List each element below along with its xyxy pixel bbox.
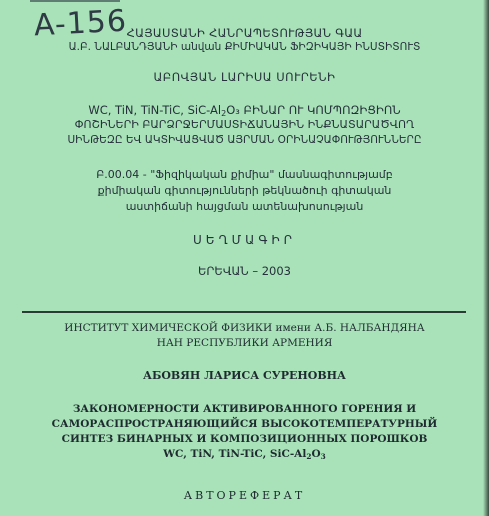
ru-title-line-3: СИНТЕЗ БИНАРНЫХ И КОМПОЗИЦИОННЫХ ПОРОШКОВ bbox=[61, 433, 428, 445]
ru-title-line-1: ЗАКОНОМЕРНОСТИ АКТИВИРОВАННОГО ГОРЕНИЯ И bbox=[72, 403, 417, 415]
arm-author-name: ԱԲՈՎՅԱՆ ԼԱՐԻՍԱ ՍՈՒՐԵՆԻ bbox=[153, 70, 336, 84]
ru-title-line-2: САМОРАСПРОСТРАНЯЮЩИЙСЯ ВЫСОКОТЕМПЕРАТУРНЫЙ bbox=[51, 418, 438, 430]
ru-title-line-4: WC, TiN, TiN-TiC, SiC-$Al_2O_3$ bbox=[163, 448, 326, 461]
arm-academy-line: ՀԱՅԱՍՏԱՆԻ ՀԱՆՐԱՊԵՏՈՒԹՅԱՆ ԳԱԱ bbox=[126, 26, 363, 40]
ru-institute-line-1: ИНСТИТУТ ХИМИЧЕСКОЙ ФИЗИКИ имени А.Б. НАЛБАНДЯНА bbox=[64, 322, 425, 334]
arm-specialty-line-3: աստիճանի հայցման ատենախոսության bbox=[125, 200, 364, 213]
stamp-underline bbox=[30, 0, 120, 2]
arm-title-line-2: ՓՈՇԻՆԵՐԻ ԲԱՐՁՐՋԵՐՄԱՍՏԻՃԱՆԱՅԻՆ ԻՆՔՆԱՏԱՐԱԾՎՈՂ bbox=[74, 118, 415, 131]
arm-specialty-line-2: քիմիական գիտությունների թեկնածուի գիտական bbox=[97, 184, 392, 197]
arm-institute-line: Ա.Բ. ՆԱԼԲԱՆԴՅԱՆԻ անվան ՔԻՄԻԱԿԱՆ ՖԻԶԻԿԱՅԻ ԻՆՍՏԻՏՈՒՏ bbox=[68, 41, 421, 53]
handwritten-stamp: A-156 bbox=[33, 3, 128, 44]
ru-institute-line-2: НАН РЕСПУБЛИКИ АРМЕНИЯ bbox=[156, 337, 333, 349]
arm-title-line-1: WC, TiN, TiN-TiC, SiC-$Al_2O_3$ ԲԻՆԱՐ ՈՒ ԿՈՄՊՈԶԻՑԻՈՆ bbox=[88, 103, 401, 118]
arm-city-year: ԵՐԵՎԱՆ – 2003 bbox=[198, 264, 291, 278]
section-divider bbox=[22, 311, 466, 313]
arm-title-line-3: ՍԻՆԹԵԶԸ ԵՎ ԱԿՏԻՎԱՑՎԱԾ ԱՅՐՄԱՆ ՕՐԻՆԱՉԱՓՈՒԹՅՈՒՆՆԵՐԸ bbox=[67, 134, 422, 146]
arm-specialty-line-1: Բ.00.04 - "Ֆիզիկական քիմիա" մասնագիտությամբ bbox=[96, 168, 393, 181]
ru-author-name: АБОВЯН ЛАРИСА СУРЕНОВНА bbox=[142, 369, 347, 382]
ru-abstract-heading: АВТОРЕФЕРАТ bbox=[183, 489, 306, 502]
arm-abstract-heading: ՍԵՂՄԱԳԻՐ bbox=[193, 233, 296, 247]
